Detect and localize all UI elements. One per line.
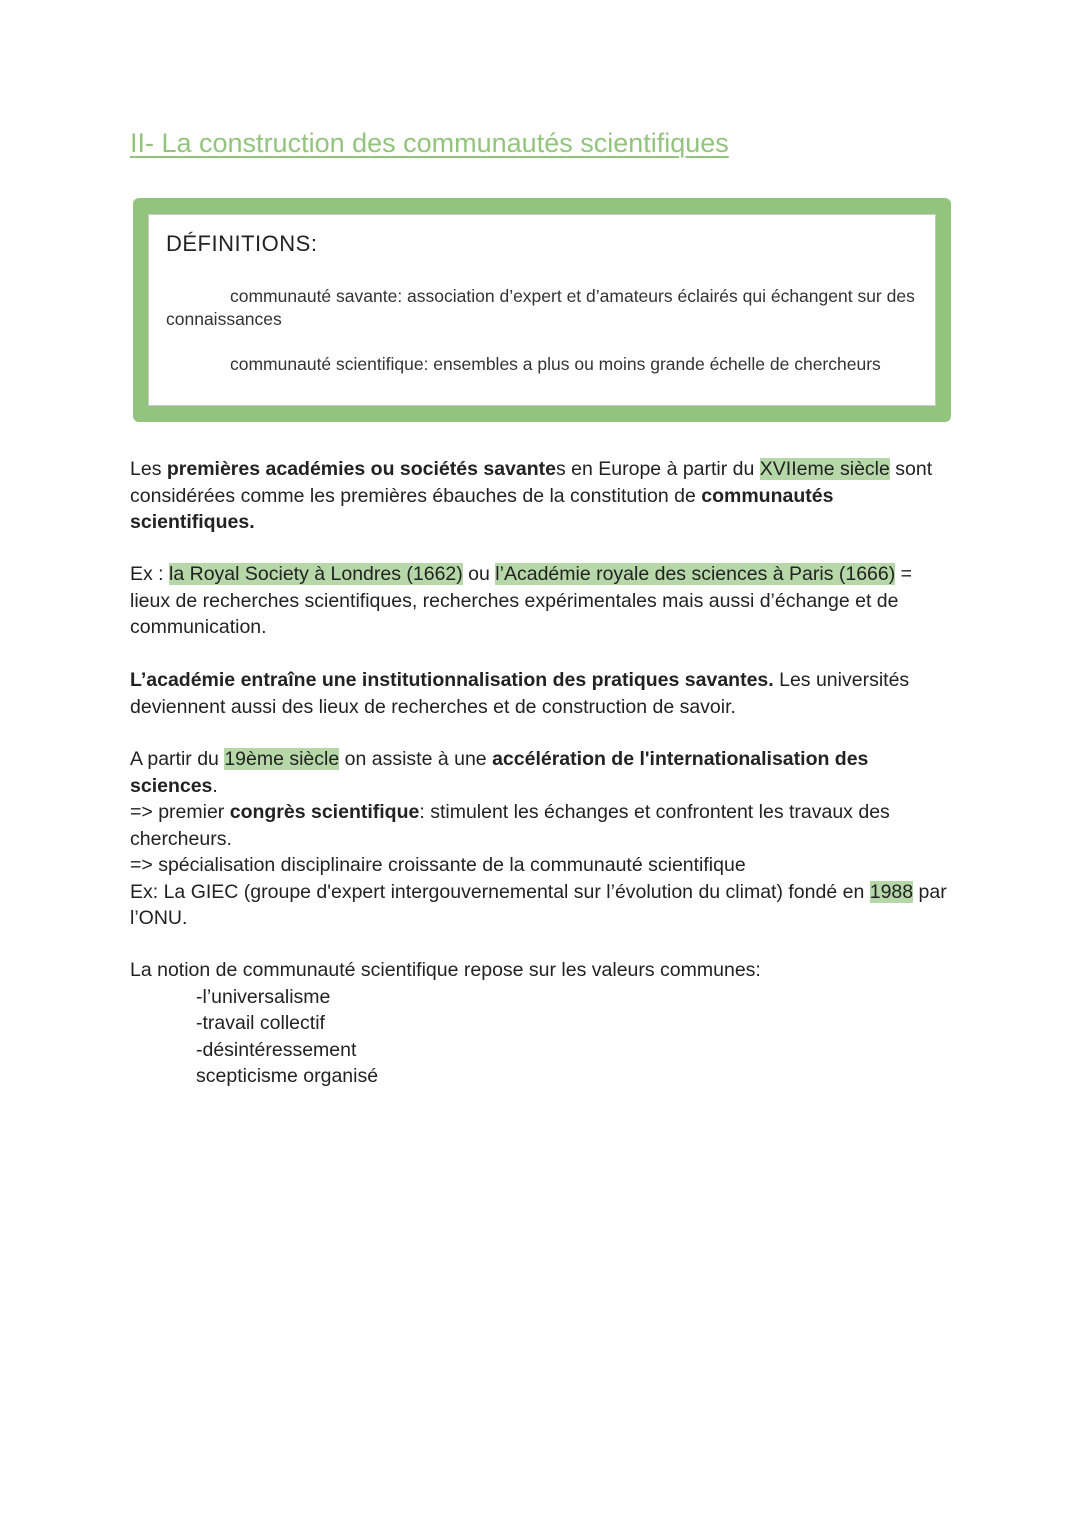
highlight-academie-royale: l’Académie royale des sciences à Paris (1666) (495, 563, 896, 585)
highlight-19eme: 19ème siècle (224, 748, 340, 770)
list-item: -l’universalisme (196, 985, 331, 1008)
definitions-box (133, 198, 951, 422)
paragraph-internationalisation: A partir du 19ème siècle on assiste à une accélération de l'internationalisation des sciences. => premier congrès scientifique: stimulent les échanges et confrontent les travaux des chercheurs. => spécialisation disciplinaire croissante de la communauté scientifique Ex: La GIEC (groupe d'expert intergouvernemental sur l’évolution du climat) fondé en 1988 par l’ONU. (130, 748, 947, 929)
definitions-heading: DÉFINITIONS: (166, 231, 318, 256)
highlight-1988: 1988 (869, 880, 914, 903)
highlight-xviieme: XVIIeme siècle (759, 458, 890, 480)
list-item: -désintéressement (196, 1038, 357, 1061)
section-title: II- La construction des communautés scientifiques (130, 128, 729, 158)
highlight-royal-society: la Royal Society à Londres (1662) (169, 563, 463, 585)
paragraph-examples: Ex : la Royal Society à Londres (1662) ou l’Académie royale des sciences à Paris (1666) = lieux de recherches scientifiques, recherches expérimentales mais aussi d’échange et de communication. (130, 563, 913, 638)
paragraph-valeurs: La notion de communauté scientifique repose sur les valeurs communes: -l’universalisme -travail collectif -désintéressement scepticisme organisé (130, 957, 950, 1090)
definition-communaute-savante: communauté savante: association d’expert et d’amateurs éclairés qui échangent sur des connaissances (166, 286, 915, 329)
list-item: scepticisme organisé (196, 1065, 379, 1087)
paragraph-institutionnalisation: L’académie entraîne une institutionnalisation des pratiques savantes. Les universités deviennent aussi des lieux de recherches et de construction de savoir. (130, 669, 910, 718)
list-item: -travail collectif (196, 1012, 325, 1034)
definitions-box-inner (148, 214, 936, 406)
definition-communaute-scientifique: communauté scientifique: ensembles a plus ou moins grande échelle de chercheurs (230, 354, 881, 374)
paragraph-academies: Les premières académies ou sociétés savantes en Europe à partir du XVIIeme siècle sont considérées comme les premières ébauches de la constitution de communautés scientifiques. (130, 458, 933, 533)
